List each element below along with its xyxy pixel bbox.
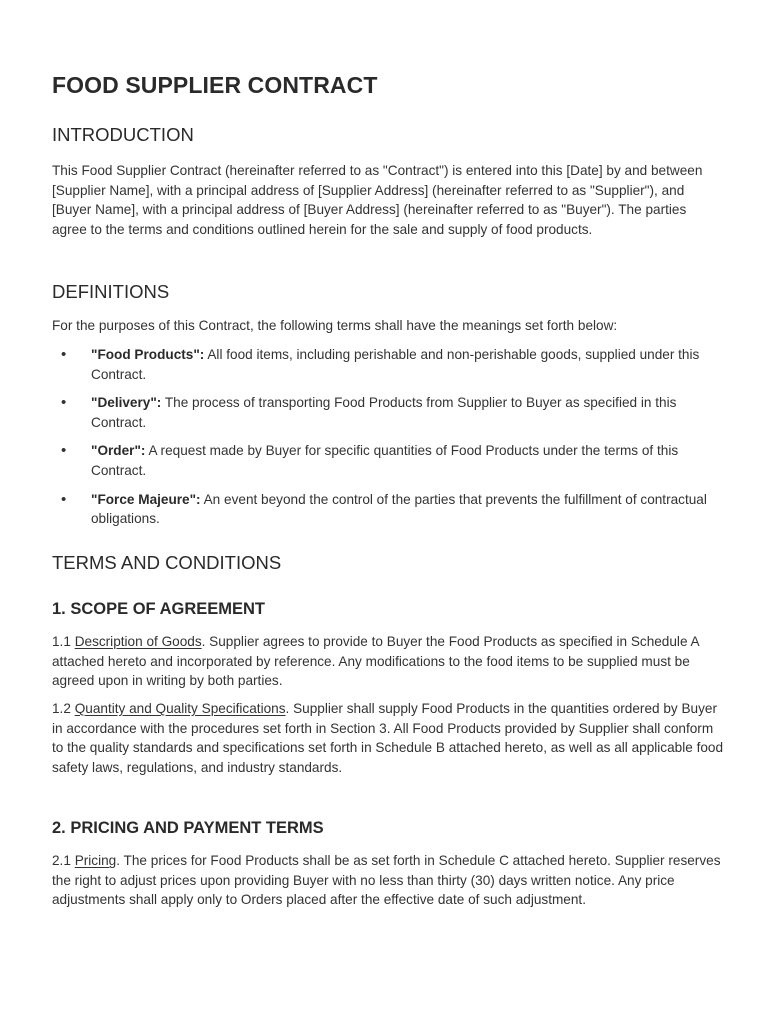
clause-number: 1.2 (52, 701, 75, 716)
list-item (52, 441, 724, 480)
definition-text: An event beyond the control of the parties that prevents the fulfillment of contractual obligations. (91, 491, 707, 527)
clause-text: . Supplier agrees to provide to Buyer the Food Products as specified in Schedule A attached hereto and incorporated by reference. Any modifications to the food items to be supplied must be agreed upon in writing by both parties. (52, 634, 699, 689)
definition-text: A request made by Buyer for specific quantities of Food Products under the terms of this Contract. (91, 443, 679, 478)
clause-number: 2.1 (52, 853, 75, 868)
bullet-icon: • (61, 346, 67, 363)
definition-term: "Food Products": (91, 347, 205, 362)
definitions-heading: DEFINITIONS (52, 281, 170, 302)
clause-2-1 (52, 851, 724, 910)
list-item (52, 490, 724, 529)
scope-heading: 1. SCOPE OF AGREEMENT (52, 600, 266, 618)
definition-text: The process of transporting Food Products from Supplier to Buyer as specified in this Contract. (91, 395, 677, 430)
clause-title: Pricing (74, 853, 117, 868)
bullet-icon: • (61, 490, 67, 508)
definition-text: All food items, including perishable and non-perishable goods, supplied under this Contract. (91, 347, 700, 382)
document-title: FOOD SUPPLIER CONTRACT (52, 72, 378, 98)
definitions-list (52, 345, 724, 538)
clause-title: Quantity and Quality Specifications (74, 701, 286, 716)
clause-number: 1.1 (52, 634, 75, 649)
introduction-paragraph: This Food Supplier Contract (hereinafter referred to as "Contract") is entered into this [Date] by and between [Supplier Name], with a principal address of [Supplier Address] (hereinafter referred to as "Supplier"), and [Buyer Name], with a principal address of [Buyer Address] (hereinafter referred to as "Buyer"). The parties agree to the terms and conditions outlined herein for the sale and supply of food products. (52, 163, 703, 237)
list-item (52, 345, 724, 384)
terms-heading: TERMS AND CONDITIONS (52, 552, 282, 573)
bullet-icon: • (61, 442, 67, 460)
bullet-icon: • (61, 394, 67, 412)
definition-term: "Delivery": (91, 395, 162, 411)
clause-text: . The prices for Food Products shall be as set forth in Schedule C attached hereto. Supplier reserves the right to adjust prices upon providing Buyer with no less than thirty (30) days written notice. Any price adjustments shall apply only to Orders placed after the effective date of such adjustment. (52, 853, 721, 908)
clause-1-2 (52, 699, 724, 777)
clause-1-1 (52, 632, 724, 691)
clause-text: . Supplier shall supply Food Products in the quantities ordered by Buyer in accordance with the procedures set forth in Section 3. All Food Products provided by Supplier shall conform to the quality standards and specifications set forth in Schedule B attached hereto, as well as all applicable food safety laws, regulations, and industry standards. (52, 701, 724, 775)
clause-title: Description of Goods (74, 634, 202, 649)
definition-term: "Order": (91, 443, 146, 459)
list-item (52, 393, 724, 432)
definitions-intro: For the purposes of this Contract, the following terms shall have the meanings set forth below: (52, 318, 618, 333)
introduction-heading: INTRODUCTION (52, 124, 194, 145)
definition-term: "Force Majeure": (91, 491, 201, 507)
pricing-heading: 2. PRICING AND PAYMENT TERMS (52, 819, 324, 837)
